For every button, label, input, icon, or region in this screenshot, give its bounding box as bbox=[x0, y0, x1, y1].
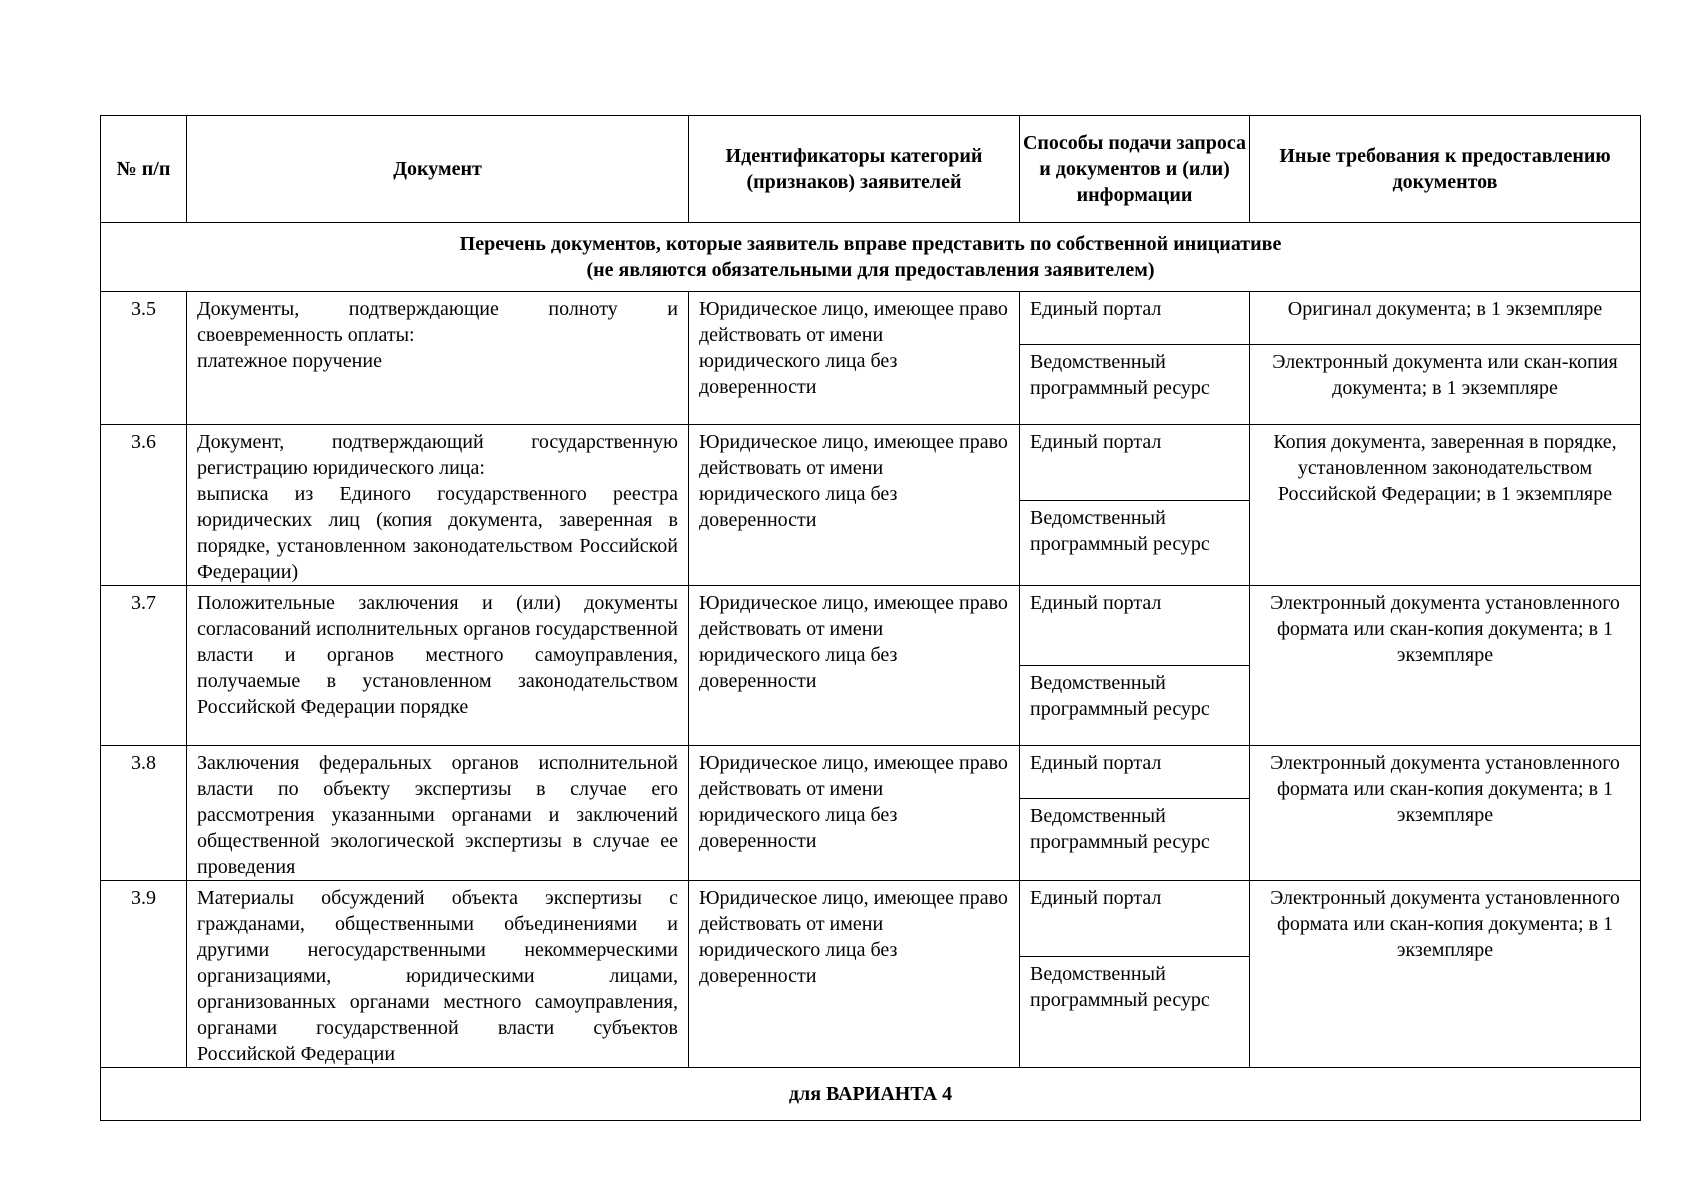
requirement-cell: Электронный документа установленного формата или скан-копия документа; в 1 экземпляре bbox=[1250, 881, 1641, 1068]
header-document: Документ bbox=[187, 116, 689, 223]
method-departmental-resource: Ведомственный программный ресурс bbox=[1020, 666, 1250, 746]
table-row bbox=[101, 586, 1641, 666]
category-cell: Юридическое лицо, имеющее право действовать от имени юридического лица без доверенности bbox=[689, 746, 1020, 881]
table-row bbox=[101, 746, 1641, 799]
method-unified-portal: Единый портал bbox=[1020, 292, 1250, 345]
method-departmental-resource: Ведомственный программный ресурс bbox=[1020, 345, 1250, 425]
variant-title: для ВАРИАНТА 4 bbox=[101, 1068, 1641, 1121]
method-departmental-resource: Ведомственный программный ресурс bbox=[1020, 501, 1250, 586]
method-unified-portal: Единый портал bbox=[1020, 746, 1250, 799]
header-other-requirements: Иные требования к предоставлению документов bbox=[1250, 116, 1641, 223]
header-num: № п/п bbox=[101, 116, 187, 223]
section-row bbox=[101, 223, 1641, 292]
document-cell bbox=[187, 425, 689, 586]
documents-table bbox=[100, 115, 1641, 1121]
row-number: 3.5 bbox=[101, 292, 187, 425]
header-submission-methods: Способы подачи запроса и документов и (или) информации bbox=[1020, 116, 1250, 223]
method-unified-portal: Единый портал bbox=[1020, 881, 1250, 957]
document-cell: Материалы обсуждений объекта экспертизы с гражданами, общественными объединениями и другими негосударственными некоммерческими организациями, юридическими лицами, организованных органами местного самоуправления, органами государственной власти субъектов Российской Федерации bbox=[187, 881, 689, 1068]
requirement-cell: Электронный документа установленного формата или скан-копия документа; в 1 экземпляре bbox=[1250, 746, 1641, 881]
row-number: 3.6 bbox=[101, 425, 187, 586]
table-row bbox=[101, 881, 1641, 957]
method-departmental-resource: Ведомственный программный ресурс bbox=[1020, 957, 1250, 1068]
header-categories: Идентификаторы категорий (признаков) заявителей bbox=[689, 116, 1020, 223]
document-text: Документы, подтверждающие полноту и своевременность оплаты: bbox=[197, 298, 678, 346]
category-cell: Юридическое лицо, имеющее право действовать от имени юридического лица без доверенности bbox=[689, 586, 1020, 746]
category-cell: Юридическое лицо, имеющее право действовать от имени юридического лица без доверенности bbox=[689, 292, 1020, 425]
document-text: Документ, подтверждающий государственную регистрацию юридического лица: bbox=[197, 431, 678, 479]
section-title bbox=[101, 223, 1641, 292]
document-cell: Заключения федеральных органов исполнительной власти по объекту экспертизы в случае его рассмотрения указанными органами и заключений общественной экологической экспертизы в случае ее проведения bbox=[187, 746, 689, 881]
method-unified-portal: Единый портал bbox=[1020, 586, 1250, 666]
document-cell bbox=[187, 292, 689, 425]
table-row bbox=[101, 292, 1641, 345]
section-title-line2: (не являются обязательными для предоставления заявителем) bbox=[586, 259, 1155, 281]
row-number: 3.9 bbox=[101, 881, 187, 1068]
variant-row bbox=[101, 1068, 1641, 1121]
row-number: 3.8 bbox=[101, 746, 187, 881]
requirement-cell: Электронный документа или скан-копия документа; в 1 экземпляре bbox=[1250, 345, 1641, 425]
header-row bbox=[101, 116, 1641, 223]
requirement-cell: Копия документа, заверенная в порядке, установленном законодательством Российской Федерации; в 1 экземпляре bbox=[1250, 425, 1641, 586]
requirement-cell: Оригинал документа; в 1 экземпляре bbox=[1250, 292, 1641, 345]
category-cell: Юридическое лицо, имеющее право действовать от имени юридического лица без доверенности bbox=[689, 881, 1020, 1068]
document-text: выписка из Единого государственного реестра юридических лиц (копия документа, заверенная в порядке, установленном законодательством Российской Федерации) bbox=[197, 483, 678, 583]
category-cell: Юридическое лицо, имеющее право действовать от имени юридического лица без доверенности bbox=[689, 425, 1020, 586]
requirement-cell: Электронный документа установленного формата или скан-копия документа; в 1 экземпляре bbox=[1250, 586, 1641, 746]
table-row bbox=[101, 425, 1641, 501]
row-number: 3.7 bbox=[101, 586, 187, 746]
section-title-line1: Перечень документов, которые заявитель вправе представить по собственной инициативе bbox=[459, 233, 1282, 255]
document-cell: Положительные заключения и (или) документы согласований исполнительных органов государственной власти и органов местного самоуправления, получаемые в установленном законодательством Российской Федерации порядке bbox=[187, 586, 689, 746]
method-unified-portal: Единый портал bbox=[1020, 425, 1250, 501]
document-text: платежное поручение bbox=[197, 350, 382, 372]
method-departmental-resource: Ведомственный программный ресурс bbox=[1020, 799, 1250, 881]
